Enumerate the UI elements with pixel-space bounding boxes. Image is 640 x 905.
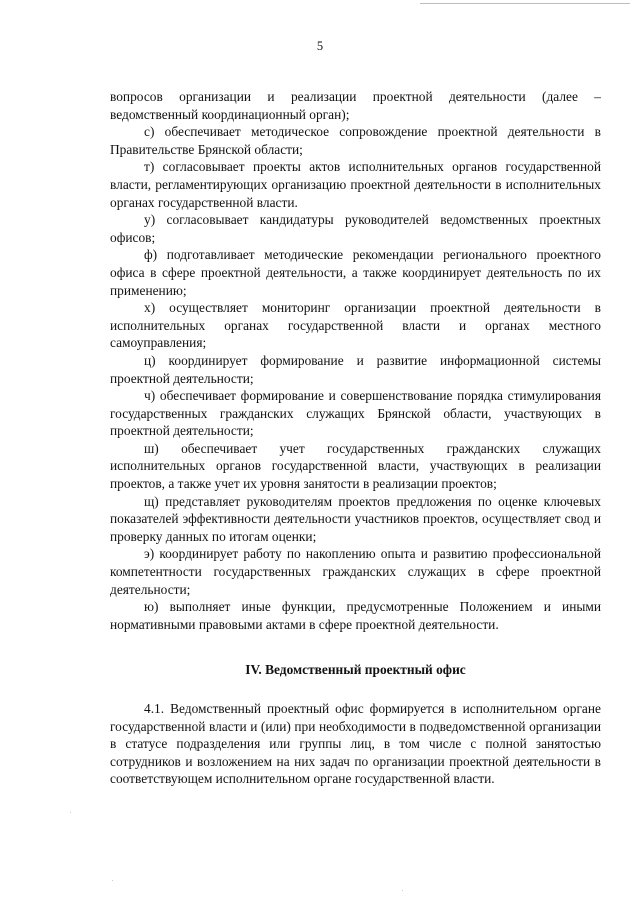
page-number: 5 bbox=[316, 39, 324, 53]
paragraph-item-shch: щ) представляет руководителям проектов предложения по оценке ключевых показателей эффективности деятельности участников проектов, осуществляет свод и проверку данных по итогам оценки; bbox=[110, 493, 601, 544]
paragraph-item-f: ф) подготавливает методические рекомендации регионального проектного офиса в сфере проектной деятельности, а также координирует деятельность по их применению; bbox=[110, 247, 601, 298]
paragraph-item-t: т) согласовывает проекты актов исполнительных органов государственной власти, регламентирующих организацию проектной деятельности в исполнительных органах государственной власти. bbox=[110, 159, 601, 210]
section-heading: IV. Ведомственный проектный офис bbox=[245, 662, 466, 678]
paragraph-item-ts: ц) координирует формирование и развитие информационной системы проектной деятельности; bbox=[110, 352, 601, 386]
paragraph-item-sh: ш) обеспечивает учет государственных гражданских служащих исполнительных органов государственной власти, участвующих в реализации проектов, а также учет их уровня занятости в реализации проектов; bbox=[110, 440, 601, 492]
paragraph-item-kh: х) осуществляет мониторинг организации проектной деятельности в исполнительных органах государственной власти и органах местного самоуправления; bbox=[110, 300, 601, 351]
scan-edge-line bbox=[420, 3, 630, 4]
paragraph-item-ch: ч) обеспечивает формирование и совершенствование порядка стимулирования государственных гражданских служащих Брянской области, участвующих в проектной деятельности; bbox=[110, 388, 601, 439]
paragraph-item-yu: ю) выполняет иные функции, предусмотренные Положением и иными нормативными правовыми актами в сфере проектной деятельности. bbox=[110, 599, 601, 632]
document-body bbox=[110, 88, 601, 788]
paragraph-item-s: с) обеспечивает методическое сопровождение проектной деятельности в Правительстве Брянской области; bbox=[110, 124, 601, 157]
paragraph-continuation: вопросов организации и реализации проектной деятельности (далее – ведомственный координационный орган); bbox=[110, 89, 601, 122]
paragraph-item-u: у) согласовывает кандидатуры руководителей ведомственных проектных офисов; bbox=[110, 212, 601, 245]
section-paragraph: 4.1. Ведомственный проектный офис формируется в исполнительном органе государственной власти и (или) при необходимости в подведомственной организации в статусе подразделения или группы лиц, в том числе с полной занятостью сотрудников и возложением на них задач по организации проектной деятельности в соответствующем исполнительном органе государственной власти. bbox=[110, 701, 601, 787]
paragraph-item-e: э) координирует работу по накоплению опыта и развитию профессиональной компетентности государственных гражданских служащих в сфере проектной деятельности; bbox=[110, 546, 601, 597]
